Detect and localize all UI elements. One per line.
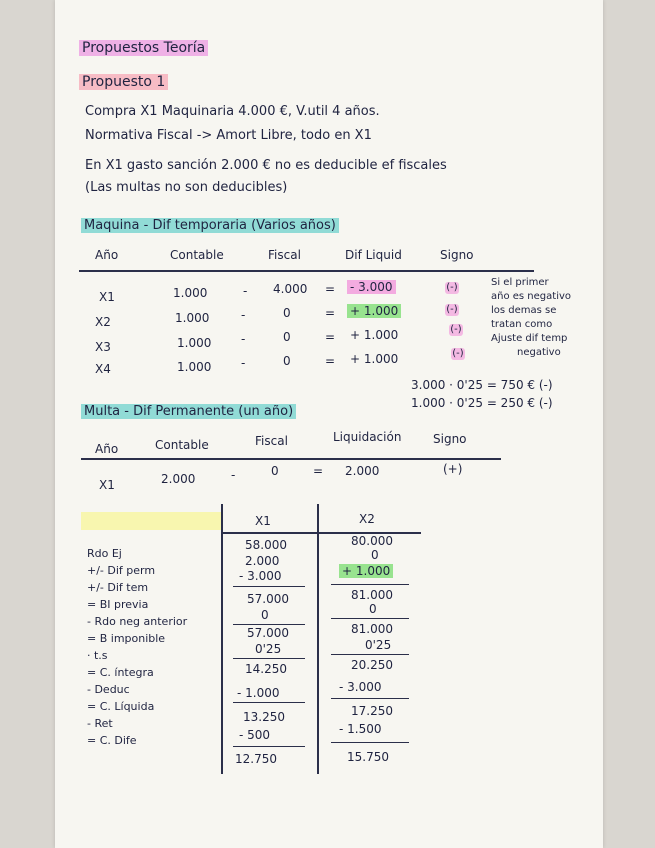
x1-value: 0 [261,608,269,622]
row-dif: + 1.000 [350,328,399,342]
x1-value: 58.000 [245,538,287,552]
x2-value: + 1.000 [339,564,393,578]
row-year: X1 [99,290,115,304]
col-x1: X1 [255,514,271,528]
subtotal-rule [331,584,409,585]
col-header-liquidacion: Liquidación [333,430,402,444]
row-fiscal: 0 [283,306,291,320]
maquina-title: Maquina - Dif temporaria (Varios años) [81,218,339,233]
x1-value: 57.000 [247,592,289,606]
row-year: X1 [99,478,115,492]
col-header-fiscal: Fiscal [255,434,288,448]
row-year: X2 [95,315,111,329]
subtotal-rule [233,702,305,703]
intro-line: (Las multas no son deducibles) [85,180,288,195]
x2-value: - 3.000 [339,680,382,694]
row-dif: + 1.000 [350,352,399,366]
x2-value: 0 [371,548,379,562]
main-heading: Propuestos Teoría [79,40,208,56]
subtotal-rule [331,742,409,743]
x1-value: 0'25 [255,642,282,656]
x1-value: - 3.000 [239,569,282,583]
table-vertical-left [221,504,223,774]
row-op: - [241,356,246,370]
x2-value: 15.750 [347,750,389,764]
row-contable: 2.000 [161,472,196,486]
x2-value: 20.250 [351,658,393,672]
signo-box: (-) [450,324,462,335]
col-header-year: Año [95,248,119,262]
intro-line: En X1 gasto sanción 2.000 € no es deducible ef fiscales [85,158,447,173]
row-op: - [241,308,246,322]
subtotal-rule [331,618,409,619]
row-year: X3 [95,340,111,354]
header-rule [81,458,501,460]
x2-value: 81.000 [351,588,393,602]
row-year: X4 [95,362,111,376]
x2-value: 0'25 [365,638,392,652]
signo-box: (-) [446,304,458,315]
subtotal-rule [233,624,305,625]
col-header-contable: Contable [155,438,209,452]
row-contable: 1.000 [175,311,210,325]
x2-value: 17.250 [351,704,393,718]
x1-value: - 1.000 [237,686,280,700]
notebook-page [55,0,603,848]
col-x2: X2 [359,512,375,526]
row-op: - [241,332,246,346]
row-eq: = [325,306,336,320]
row-op: - [243,284,248,298]
row-dif: + 1.000 [347,304,401,318]
x1-value: 2.000 [245,554,280,568]
tax-calc-line: 3.000 · 0'25 = 750 € (-) [411,378,553,392]
row-fiscal: 0 [283,330,291,344]
intro-line: Compra X1 Maquinaria 4.000 €, V.util 4 años. [85,104,380,119]
exercise-heading: Propuesto 1 [79,74,168,90]
signo-box: (-) [446,282,458,293]
table-vertical-mid [317,504,319,774]
col-header-fiscal: Fiscal [268,248,301,262]
row-dif: - 3.000 [347,280,396,294]
row-fiscal: 4.000 [273,282,308,296]
x2-value: 81.000 [351,622,393,636]
subtotal-rule [331,698,409,699]
x1-value: 14.250 [245,662,287,676]
row-contable: 1.000 [177,360,212,374]
x1-value: 57.000 [247,626,289,640]
x1-value: - 500 [239,728,271,742]
x2-value: - 1.500 [339,722,382,736]
row-eq: = [325,330,336,344]
summary-labels: Rdo Ej +/- Dif perm +/- Dif tem = BI previa - Rdo neg anterior = B imponible · t.s = C. íntegra - Deduc = C. Líquida - Ret = C. Dife [87,547,188,747]
col-header-signo: Signo [433,432,467,446]
row-contable: 1.000 [177,336,212,350]
multa-title: Multa - Dif Permanente (un año) [81,404,296,419]
col-header-difliquid: Dif Liquid [345,248,402,262]
subtotal-rule [233,746,305,747]
row-eq: = [313,464,324,478]
row-fiscal: 0 [271,464,279,478]
x1-value: 12.750 [235,752,277,766]
col-header-year: Año [95,442,119,456]
signo-box: (-) [452,348,464,359]
x1-value: 13.250 [243,710,285,724]
x2-value: 80.000 [351,534,393,548]
col-header-signo: Signo [440,248,474,262]
highlight-bar [81,512,221,530]
subtotal-rule [233,658,305,659]
col-header-contable: Contable [170,248,224,262]
x2-value: 0 [369,602,377,616]
tax-calc-line: 1.000 · 0'25 = 250 € (-) [411,396,553,410]
intro-line: Normativa Fiscal -> Amort Libre, todo en X1 [85,128,372,143]
subtotal-rule [233,586,305,587]
header-rule [79,270,534,272]
row-eq: = [325,354,336,368]
row-contable: 1.000 [173,286,208,300]
row-op: - [231,468,236,482]
row-eq: = [325,282,336,296]
row-fiscal: 0 [283,354,291,368]
row-signo: (+) [443,462,463,476]
side-note: Si el primer año es negativo los demas se tratan como Ajuste dif temp negativo [491,277,572,358]
row-liq: 2.000 [345,464,380,478]
subtotal-rule [331,654,409,655]
